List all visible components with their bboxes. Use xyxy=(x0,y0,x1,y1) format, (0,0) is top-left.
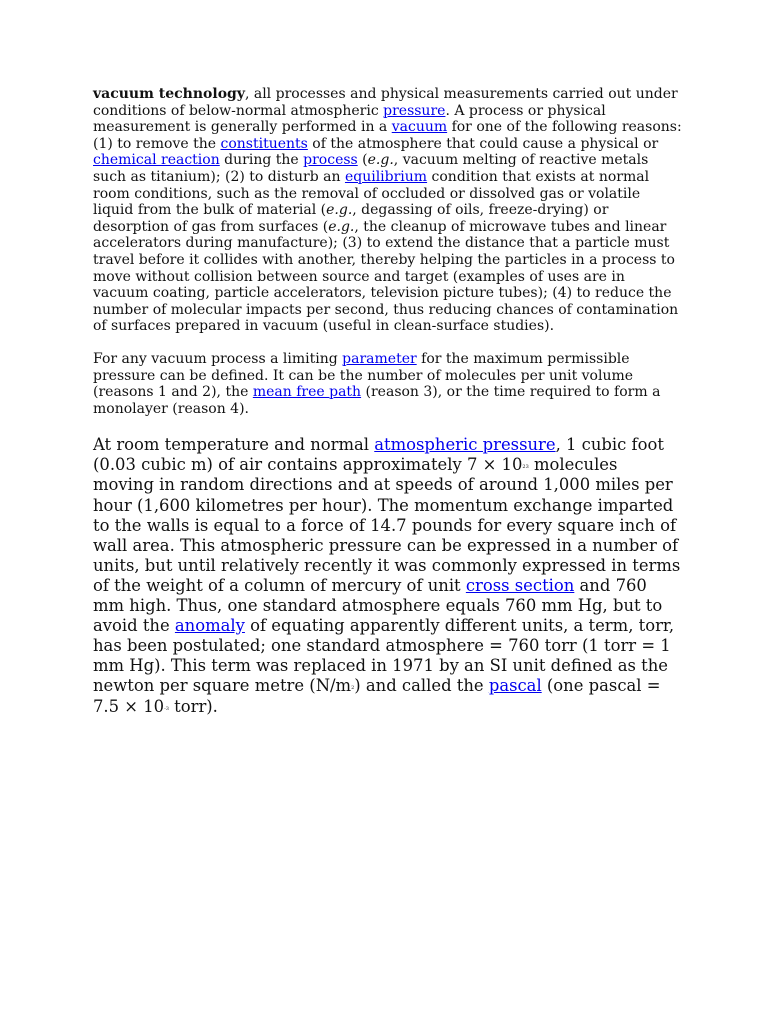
link-atmospheric-pressure[interactable]: atmospheric pressure xyxy=(374,435,556,455)
superscript-exponent: 2 xyxy=(351,685,355,692)
link-vacuum[interactable]: vacuum xyxy=(391,119,448,136)
body-text: for the maximum permissible pressure can be defined. It can be the number of molecules per unit volume (reasons 1 and 2), the xyxy=(93,350,634,401)
eg-italic: e.g. xyxy=(328,218,355,235)
link-chemical-reaction[interactable]: chemical reaction xyxy=(93,152,220,169)
body-text: , degassing of oils, freeze-drying) or desorption of gas from surfaces ( xyxy=(93,202,609,235)
paragraph-parameter xyxy=(93,351,683,417)
eg-italic: e.g. xyxy=(367,152,394,169)
link-equilibrium[interactable]: equilibrium xyxy=(344,168,428,185)
body-text: . A process or physical measurement is generally performed in a xyxy=(93,102,606,136)
link-pressure[interactable]: pressure xyxy=(383,102,446,119)
link-pascal[interactable]: pascal xyxy=(488,676,542,696)
superscript-exponent: 23 xyxy=(522,464,529,471)
body-text: torr). xyxy=(168,696,218,716)
body-text: molecules moving in random directions and at speeds of around 1,000 miles per hour (1,600 kilometres per hour). The momentum exchange imparted to the walls is equal to a force of 14.7 pounds for every square inch of wall area. This atmospheric pressure can be expressed in a number of units, but until relatively recently it was commonly expressed in terms of the weight of a column of mercury of unit xyxy=(93,455,681,595)
body-text: , all processes and physical measurements carried out under conditions of below-normal atmospheric xyxy=(93,86,678,119)
body-text: (one pascal = 7.5 × 10 xyxy=(93,676,661,716)
link-mean-free-path[interactable]: mean free path xyxy=(252,384,362,401)
article-body xyxy=(93,86,683,717)
body-text: for one of the following reasons: (1) to remove the xyxy=(93,119,682,152)
body-text: ( xyxy=(357,152,368,169)
link-cross-section[interactable]: cross section xyxy=(465,575,575,595)
link-constituents[interactable]: constituents xyxy=(220,135,308,152)
body-text: of equating apparently different units, a term, torr, has been postulated; one standard atmosphere = 760 torr (1 torr = 1 mm Hg). This term was replaced in 1971 by an SI unit defined as the newton per square metre (N/m xyxy=(93,616,675,696)
body-text: condition that exists at normal room conditions, such as the removal of occluded or dissolved gas or volatile liquid from the bulk of material ( xyxy=(93,168,650,219)
body-text: , 1 cubic foot (0.03 cubic m) of air contains approximately 7 × 10 xyxy=(93,435,664,475)
body-text: , vacuum melting of reactive metals such as titanium); (2) to disturb an xyxy=(93,152,649,185)
eg-italic: e.g. xyxy=(326,202,353,219)
body-text: of the atmosphere that could cause a physical or xyxy=(307,135,659,152)
paragraph-atmospheric xyxy=(93,435,683,716)
link-process[interactable]: process xyxy=(303,152,358,169)
link-anomaly[interactable]: anomaly xyxy=(174,616,245,636)
body-text: ) and called the xyxy=(354,676,489,696)
body-text: For any vacuum process a limiting xyxy=(93,350,343,367)
body-text: At room temperature and normal xyxy=(93,435,375,455)
article-term: vacuum technology xyxy=(93,86,245,102)
link-parameter[interactable]: parameter xyxy=(342,350,417,367)
body-text: during the xyxy=(219,152,304,169)
body-text: , the cleanup of microwave tubes and linear accelerators during manufacture); (3) to extend the distance that a particle must travel before it collides with another, thereby helping the particles in a process to move without collision between source and target (examples of uses are in vacuum coating, particle accelerators, television picture tubes); (4) to reduce the number of molecular impacts per second, thus reducing chances of contamination of surfaces prepared in vacuum (useful in clean-surface studies). xyxy=(93,218,679,335)
body-text: (reason 3), or the time required to form a monolayer (reason 4). xyxy=(93,384,661,417)
paragraph-intro xyxy=(93,86,683,335)
body-text: and 760 mm high. Thus, one standard atmosphere equals 760 mm Hg, but to avoid the xyxy=(93,575,663,636)
superscript-exponent: -3 xyxy=(164,705,169,712)
